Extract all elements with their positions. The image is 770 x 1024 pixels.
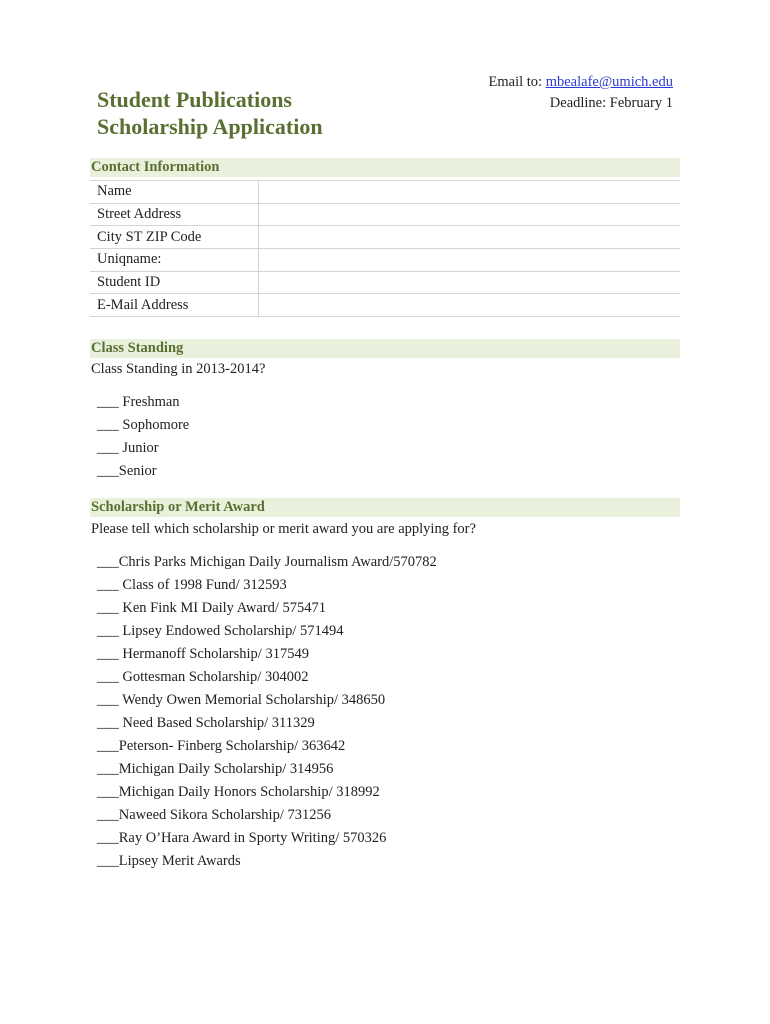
uniqname-field[interactable] [258, 249, 680, 272]
scholarship-heading: Scholarship or Merit Award [90, 498, 680, 517]
list-item[interactable]: ___ Ken Fink MI Daily Award/ 575471 [97, 600, 327, 616]
list-item[interactable]: ___Lipsey Merit Awards [97, 853, 241, 869]
list-item[interactable]: ___ Junior [97, 440, 159, 456]
scholarship-options [97, 551, 437, 873]
email-line [489, 72, 673, 93]
name-field[interactable] [258, 181, 680, 204]
submission-info [489, 72, 673, 114]
city-st-zip-field[interactable] [258, 226, 680, 249]
list-item[interactable]: ___Naweed Sikora Scholarship/ 731256 [97, 807, 331, 823]
field-label: Name [90, 181, 258, 204]
list-item[interactable]: ___ Sophomore [97, 417, 190, 433]
page-title [97, 86, 323, 140]
list-item[interactable]: ___Michigan Daily Scholarship/ 314956 [97, 761, 334, 777]
table-row [90, 181, 680, 204]
field-label: Uniqname: [90, 249, 258, 272]
list-item[interactable]: ___ Class of 1998 Fund/ 312593 [97, 577, 287, 593]
table-row [90, 249, 680, 272]
email-label: Email to: [488, 74, 546, 90]
list-item[interactable]: ___Senior [97, 463, 157, 479]
field-label: E-Mail Address [90, 294, 258, 317]
list-item[interactable]: ___Peterson- Finberg Scholarship/ 363642 [97, 738, 346, 754]
field-label: City ST ZIP Code [90, 226, 258, 249]
list-item[interactable]: ___Michigan Daily Honors Scholarship/ 318992 [97, 784, 380, 800]
list-item[interactable]: ___ Lipsey Endowed Scholarship/ 571494 [97, 623, 344, 639]
class-standing-options [97, 391, 189, 483]
class-standing-question: Class Standing in 2013-2014? [91, 361, 266, 377]
contact-table [90, 180, 680, 317]
list-item[interactable]: ___ Freshman [97, 394, 180, 410]
table-row [90, 203, 680, 226]
list-item[interactable]: ___ Wendy Owen Memorial Scholarship/ 348650 [97, 692, 386, 708]
field-label: Street Address [90, 203, 258, 226]
scholarship-question: Please tell which scholarship or merit award you are applying for? [91, 521, 476, 537]
table-row [90, 271, 680, 294]
list-item[interactable]: ___Chris Parks Michigan Daily Journalism Award/570782 [97, 554, 437, 570]
list-item[interactable]: ___Ray O’Hara Award in Sporty Writing/ 570326 [97, 830, 387, 846]
list-item[interactable]: ___ Gottesman Scholarship/ 304002 [97, 669, 309, 685]
title-line-2: Scholarship Application [97, 114, 323, 139]
student-id-field[interactable] [258, 271, 680, 294]
field-label: Student ID [90, 271, 258, 294]
table-row [90, 226, 680, 249]
deadline: Deadline: February 1 [549, 95, 673, 111]
list-item[interactable]: ___ Need Based Scholarship/ 311329 [97, 715, 315, 731]
contact-heading: Contact Information [90, 158, 680, 177]
class-standing-heading: Class Standing [90, 339, 680, 358]
email-address-field[interactable] [258, 294, 680, 317]
table-row [90, 294, 680, 317]
email-link[interactable]: mbealafe@umich.edu [545, 74, 673, 90]
street-address-field[interactable] [258, 203, 680, 226]
list-item[interactable]: ___ Hermanoff Scholarship/ 317549 [97, 646, 309, 662]
title-line-1: Student Publications [97, 87, 292, 112]
